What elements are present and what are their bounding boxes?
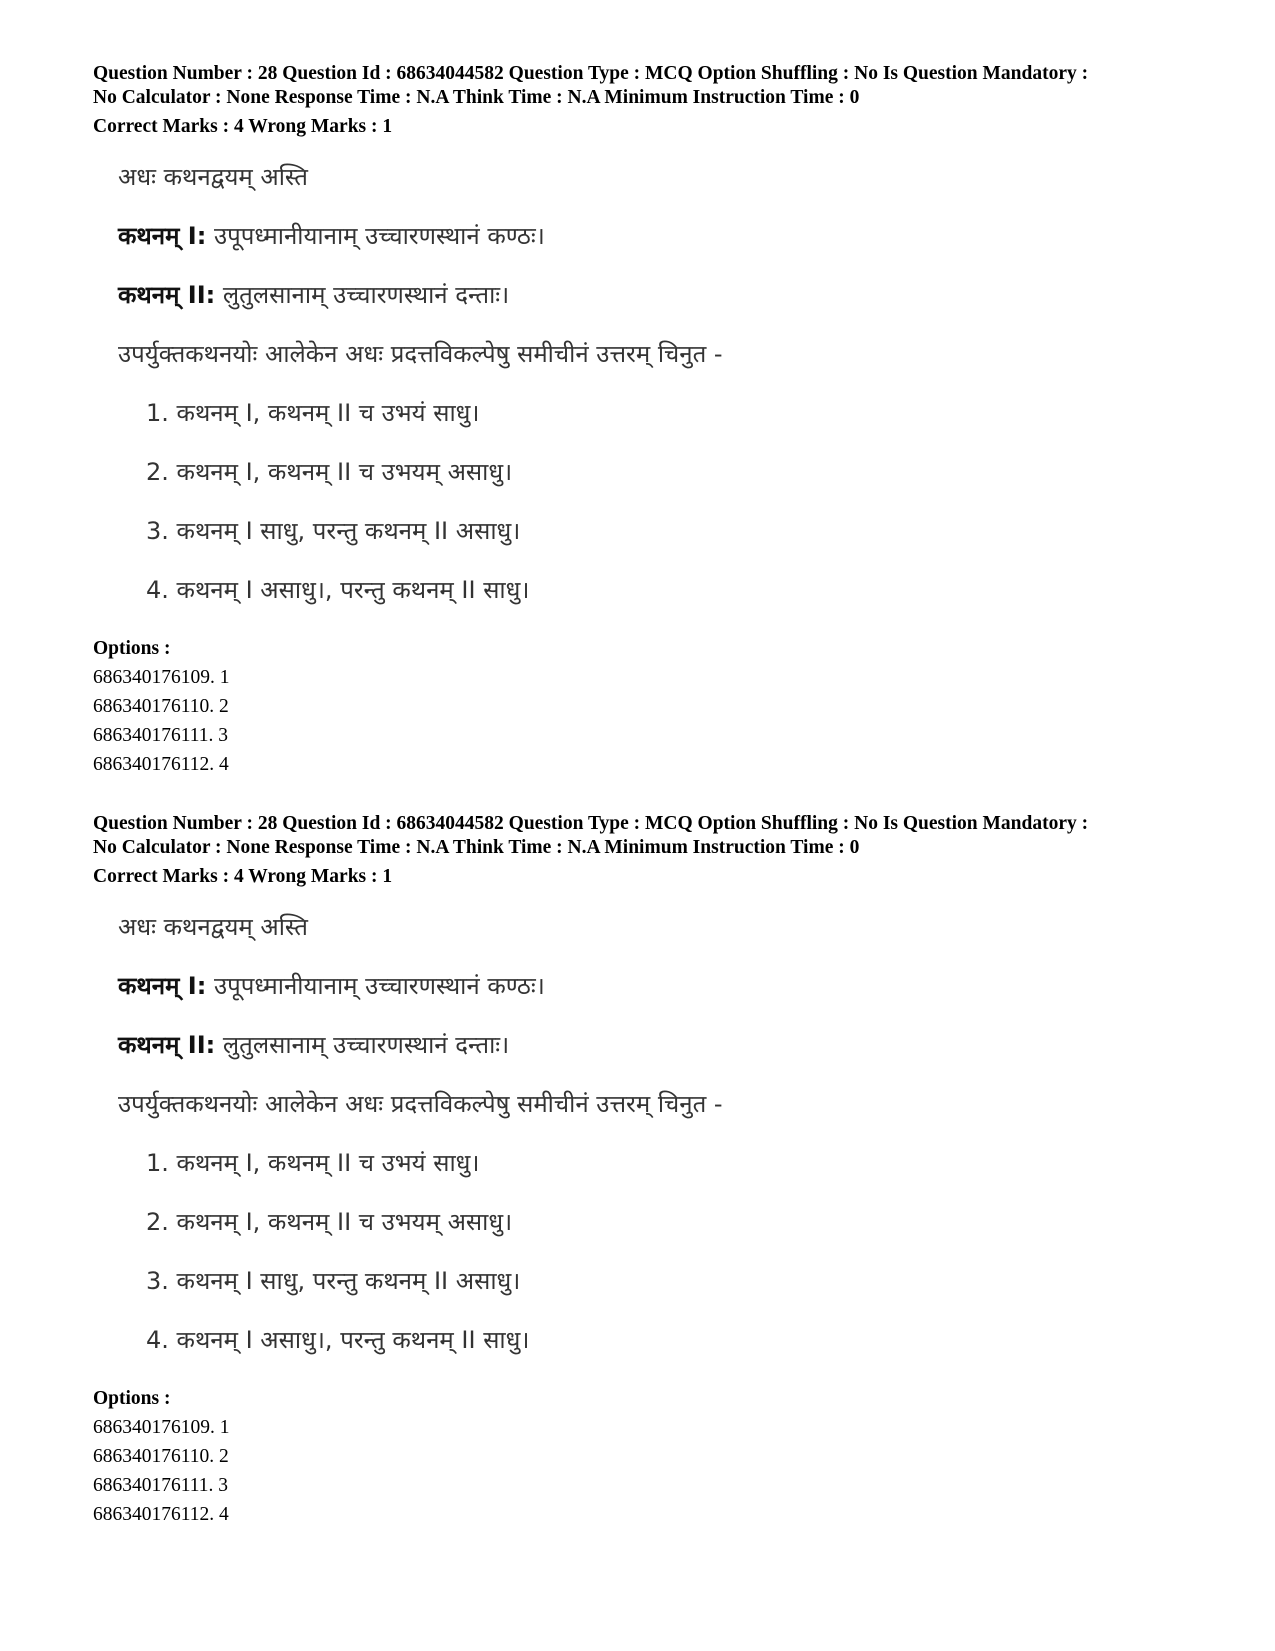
choice-3: 3. कथनम् I साधु, परन्तु कथनम् II असाधु।	[146, 517, 521, 545]
choice-3: 3. कथनम् I साधु, परन्तु कथनम् II असाधु।	[146, 1267, 521, 1295]
option-item: 686340176110. 2	[93, 1446, 229, 1467]
options-label: Options :	[93, 638, 171, 659]
question-intro: अधः कथनद्वयम् अस्ति	[118, 163, 308, 191]
meta-line-1: Question Number : 28 Question Id : 68634044582 Question Type : MCQ Option Shuffling : No Is Question Mandatory :	[93, 813, 1089, 834]
option-item: 686340176112. 4	[93, 754, 229, 775]
options-label: Options :	[93, 1388, 171, 1409]
statement-2	[118, 277, 1193, 336]
marks-line: Correct Marks : 4 Wrong Marks : 1	[93, 866, 393, 887]
question-body	[118, 909, 1193, 1381]
question-block-1	[93, 62, 1193, 779]
statement-1-label: कथनम् I:	[118, 972, 207, 1000]
choice-4: 4. कथनम् I असाधु।, परन्तु कथनम् II साधु।	[146, 1326, 530, 1354]
statement-1	[118, 968, 1193, 1027]
marks-line: Correct Marks : 4 Wrong Marks : 1	[93, 116, 393, 137]
statement-2-text: लुतुलसानाम् उच्चारणस्थानं दन्ताः।	[215, 1031, 510, 1059]
statement-2-label: कथनम् II:	[118, 1031, 216, 1059]
choice-1: 1. कथनम् I, कथनम् II च उभयं साधु।	[146, 399, 480, 427]
statement-2-text: लुतुलसानाम् उच्चारणस्थानं दन्ताः।	[215, 281, 510, 309]
question-meta	[93, 62, 1193, 139]
meta-line-2: No Calculator : None Response Time : N.A Think Time : N.A Minimum Instruction Time : 0	[93, 837, 860, 858]
statement-1-label: कथनम् I:	[118, 222, 207, 250]
question-block-2	[93, 812, 1193, 1529]
question-instruction: उपर्युक्तकथनयोः आलेकेन अधः प्रदत्तविकल्पेषु समीचीनं उत्तरम् चिनुत -	[118, 1090, 723, 1118]
choice-2: 2. कथनम् I, कथनम् II च उभयम् असाधु।	[146, 458, 513, 486]
statement-2-label: कथनम् II:	[118, 281, 216, 309]
options-list	[93, 1384, 1193, 1529]
option-item: 686340176112. 4	[93, 1504, 229, 1525]
options-list	[93, 634, 1193, 779]
choice-4: 4. कथनम् I असाधु।, परन्तु कथनम् II साधु।	[146, 576, 530, 604]
question-body	[118, 159, 1193, 631]
option-item: 686340176110. 2	[93, 696, 229, 717]
meta-line-1: Question Number : 28 Question Id : 68634044582 Question Type : MCQ Option Shuffling : No Is Question Mandatory :	[93, 63, 1089, 84]
statement-1-text: उपूपध्मानीयानाम् उच्चारणस्थानं कण्ठः।	[206, 222, 545, 250]
option-item: 686340176109. 1	[93, 1417, 230, 1438]
option-item: 686340176111. 3	[93, 1475, 229, 1496]
question-meta	[93, 812, 1193, 889]
choice-2: 2. कथनम् I, कथनम् II च उभयम् असाधु।	[146, 1208, 513, 1236]
statement-2	[118, 1027, 1193, 1086]
choice-1: 1. कथनम् I, कथनम् II च उभयं साधु।	[146, 1149, 480, 1177]
statement-1-text: उपूपध्मानीयानाम् उच्चारणस्थानं कण्ठः।	[206, 972, 545, 1000]
option-item: 686340176111. 3	[93, 725, 229, 746]
question-instruction: उपर्युक्तकथनयोः आलेकेन अधः प्रदत्तविकल्पेषु समीचीनं उत्तरम् चिनुत -	[118, 340, 723, 368]
statement-1	[118, 218, 1193, 277]
meta-line-2: No Calculator : None Response Time : N.A Think Time : N.A Minimum Instruction Time : 0	[93, 87, 860, 108]
question-intro: अधः कथनद्वयम् अस्ति	[118, 913, 308, 941]
option-item: 686340176109. 1	[93, 667, 230, 688]
